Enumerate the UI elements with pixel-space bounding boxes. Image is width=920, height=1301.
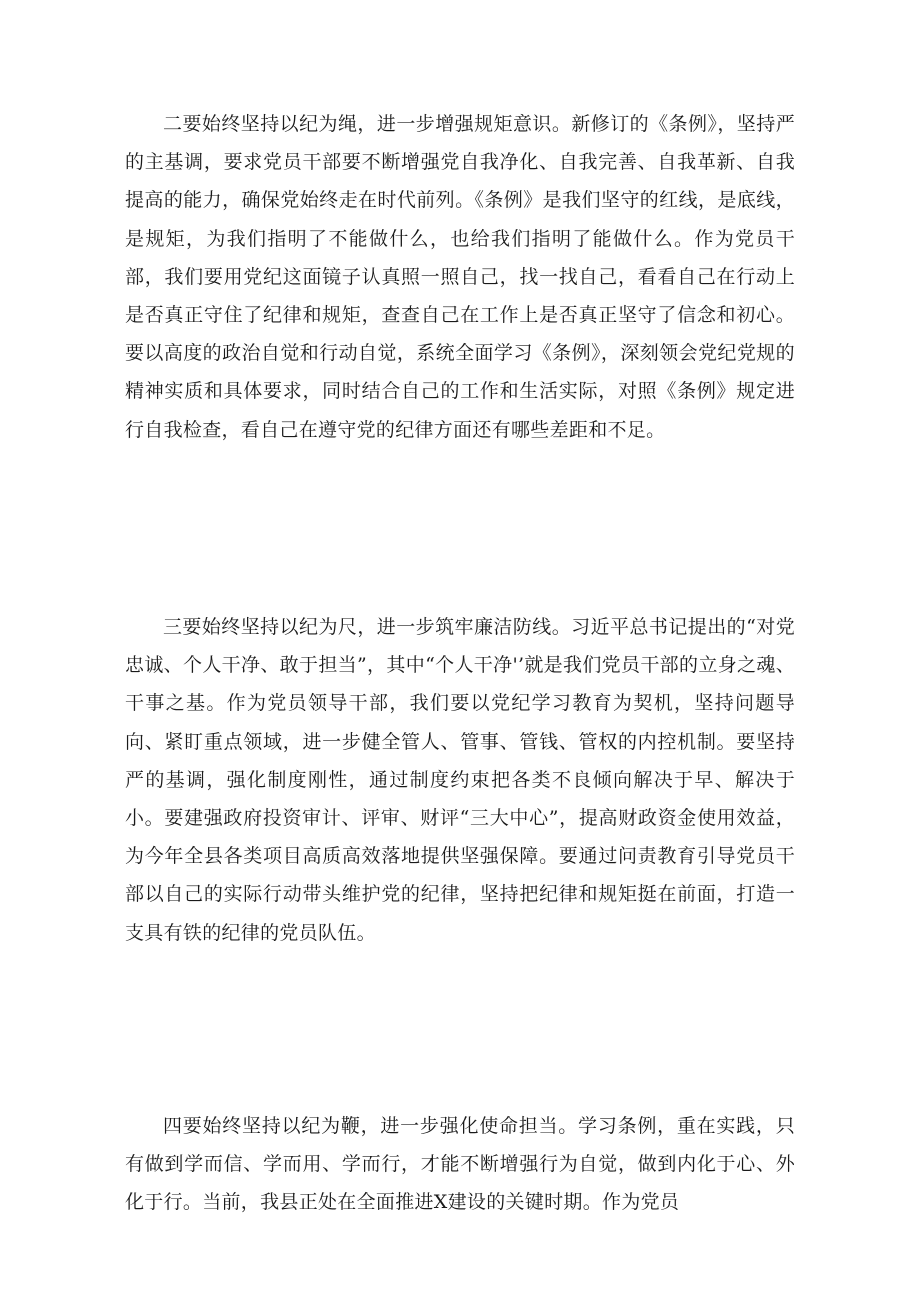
paragraph-text: 四要始终坚持以纪为鞭，进一步强化使命担当。学习条例，重在实践，只有做到学而信、学而用、学而行，才能不断增强行为自觉，做到内化于心、外化于行。当前，我县正处在全面推进X建设的关键时期。作为党员 (125, 1115, 795, 1214)
paragraph-text: 二要始终坚持以纪为绳，进一步增强规矩意识。新修订的《条例》，坚持严的主基调，要求党员干部要不断增强党自我净化、自我完善、自我革新、自我提高的能力，确保党始终走在时代前列。《条例》是我们坚守的红线，是底线，是规矩，为我们指明了不能做什么，也给我们指明了能做什么。作为党员干部，我们要用党纪这面镜子认真照一照自己，找一找自己，看看自己在行动上是否真正守住了纪律和规矩，查查自己在工作上是否真正坚守了信念和初心。要以高度的政治自觉和行动自觉，系统全面学习《条例》，深刻领会党纪党规的精神实质和具体要求，同时结合自己的工作和生活实际，对照《条例》规定进行自我检查，看自己在遵守党的纪律方面还有哪些差距和不足。 (125, 113, 795, 441)
paragraph-section-4 (125, 1107, 795, 1222)
paragraph-section-3 (125, 608, 795, 952)
paragraph-section-2 (125, 105, 795, 449)
paragraph-text: 三要始终坚持以纪为尺，进一步筑牢廉洁防线。习近平总书记提出的“对党忠诚、个人干净、敢于担当”，其中“个人干净'’就是我们党员干部的立身之魂、干事之基。作为党员领导干部，我们要以党纪学习教育为契机，坚持问题导向、紧盯重点领域，进一步健全管人、管事、管钱、管权的内控机制。要坚持严的基调，强化制度刚性，通过制度约束把各类不良倾向解决于早、解决于小。要建强政府投资审计、评审、财评“三大中心”，提高财政资金使用效益，为今年全县各类项目高质高效落地提供坚强保障。要通过问责教育引导党员干部以自己的实际行动带头维护党的纪律，坚持把纪律和规矩挺在前面，打造一支具有铁的纪律的党员队伍。 (125, 616, 795, 944)
